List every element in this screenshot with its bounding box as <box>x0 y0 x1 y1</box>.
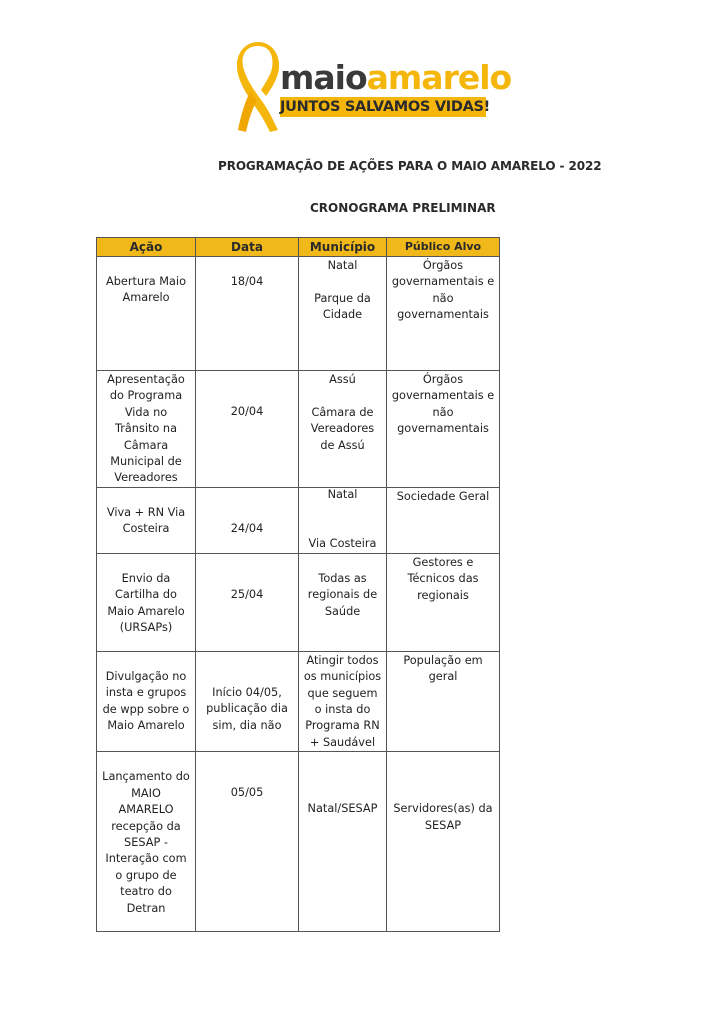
cell-data: 05/05 <box>196 752 299 932</box>
logo-wordmark: maioamarelo <box>280 58 512 97</box>
cell-acao: Divulgação no insta e grupos de wpp sobre o Maio Amarelo <box>97 651 196 751</box>
schedule-table <box>96 237 500 932</box>
table-row <box>97 257 500 371</box>
cell-acao: Abertura Maio Amarelo <box>97 257 196 371</box>
cell-municipio: Natal/SESAP <box>299 752 387 932</box>
cell-data: 20/04 <box>196 371 299 488</box>
table-header-row <box>97 238 500 257</box>
table-row <box>97 651 500 751</box>
cell-acao: Apresentação do Programa Vida no Trânsito na Câmara Municipal de Vereadores <box>97 371 196 488</box>
page-subtitle: CRONOGRAMA PRELIMINAR <box>310 201 496 215</box>
cell-publico: Gestores e Técnicos das regionais <box>387 553 500 651</box>
cell-acao: Lançamento do MAIO AMARELO recepção da SESAP - Interação com o grupo de teatro do Detran <box>97 752 196 932</box>
cell-publico: Servidores(as) da SESAP <box>387 752 500 932</box>
cell-data: Início 04/05, publicação dia sim, dia não <box>196 651 299 751</box>
table-row <box>97 553 500 651</box>
header-data: Data <box>196 238 299 257</box>
page-title: PROGRAMAÇÃO DE AÇÕES PARA O MAIO AMARELO - 2022 <box>218 159 602 173</box>
logo-tagline: JUNTOS SALVAMOS VIDAS! <box>280 99 490 115</box>
cell-acao: Envio da Cartilha do Maio Amarelo (URSAPs) <box>97 553 196 651</box>
cell-municipio: Natal Via Costeira <box>299 487 387 553</box>
cell-data: 24/04 <box>196 487 299 553</box>
header-municipio: Município <box>299 238 387 257</box>
cell-municipio: Atingir todos os municípios que seguem o insta do Programa RN + Saudável <box>299 651 387 751</box>
cell-municipio: Todas as regionais de Saúde <box>299 553 387 651</box>
cell-data: 18/04 <box>196 257 299 371</box>
cell-municipio: Assú Câmara de Vereadores de Assú <box>299 371 387 488</box>
cell-municipio: Natal Parque da Cidade <box>299 257 387 371</box>
table-row <box>97 371 500 488</box>
header-acao: Ação <box>97 238 196 257</box>
header-publico-alvo: Público Alvo <box>387 238 500 257</box>
table-row <box>97 487 500 553</box>
cell-publico: Sociedade Geral <box>387 487 500 553</box>
table-row <box>97 752 500 932</box>
cell-acao: Viva + RN Via Costeira <box>97 487 196 553</box>
cell-publico: População em geral <box>387 651 500 751</box>
yellow-ribbon-icon <box>234 42 282 134</box>
cell-publico: Órgãos governamentais e não governamentais <box>387 371 500 488</box>
cell-data: 25/04 <box>196 553 299 651</box>
maio-amarelo-logo <box>234 42 512 134</box>
cell-publico: Órgãos governamentais e não governamentais <box>387 257 500 371</box>
